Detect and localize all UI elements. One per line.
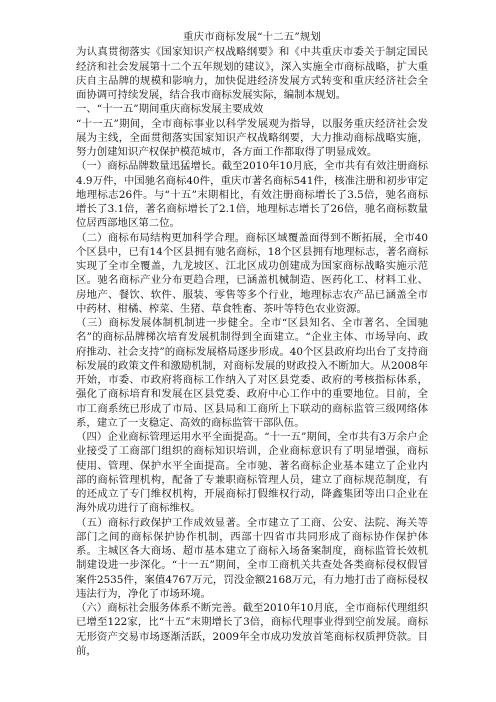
intro-paragraph: 为认真贯彻落实《国家知识产权战略纲要》和《中共重庆市委关于制定国民经济和社会发展第十二个五年规划的建议》，深入实施全市商标战略，扩大重庆自主品牌的规模和影响力，加快促进经济发展方式转变和重庆经济社会全面协调可持续发展，结合我市商标发展实际，编制本规划。 <box>76 46 428 101</box>
item-paragraph-1: （一）商标品牌数量迅猛增长。截至2010年10月底，全市共有有效注册商标4.9万件，中国驰名商标40件，重庆市著名商标541件，核准注册和初步审定地理标志26件。与“十五”末期相比，有效注册商标增长了3.5倍，驰名商标增长了3.1倍，著名商标增长了2.1倍，地理标志增长了26倍，驰名商标数量位居西部地区第二位。 <box>76 160 428 230</box>
document-page <box>76 30 428 658</box>
section-heading: 一、“十一五”期间重庆商标发展主要成效 <box>76 103 264 116</box>
item-paragraph-2: （二）商标布局结构更加科学合理。商标区域覆盖面得到不断拓展，全市40个区县中，已有14个区县拥有驰名商标，18个区县拥有地理标志，著名商标实现了全市全覆盖，九龙坡区、江北区成功创建成为国家商标战略实施示范区。驰名商标产业分布更趋合理，已涵盖机械制造、医药化工、材料工业、房地产、餐饮、软件、服装、零售等多个行业，地理标志农产品已涵盖全市中药材、柑橘、榨菜、生猪、草食牲畜、茶叶等特色农业资源。 <box>76 231 428 315</box>
summary-paragraph: “十一五”期间，全市商标事业以科学发展观为指导，以服务重庆经济社会发展为主线，全面贯彻落实国家知识产权战略纲要，大力推动商标战略实施，努力创建知识产权保护模范城市，各方面工作都取得了明显成效。 <box>76 117 428 158</box>
item-paragraph-6: （六）商标社会服务体系不断完善。截至2010年10月底，全市商标代理组织已增至122家，比“十五”末期增长了3倍，商标代理事业得到空前发展。商标无形资产交易市场逐渐活跃，2009年全市成功发放首笔商标权质押贷款。目前， <box>76 602 428 657</box>
item-paragraph-5: （五）商标行政保护工作成效显著。全市建立了工商、公安、法院、海关等部门之间的商标保护协作机制，西部十四省市共同形成了商标协作保护体系。主城区各大商场、超市基本建立了商标入场备案制度，商标监管长效机制建设进一步深化。“十一五”期间，全市工商机关共查处各类商标侵权假冒案件2535件，案值4767万元，罚没金额2168万元，有力地打击了商标侵权违法行为，净化了市场环境。 <box>76 516 428 600</box>
document-title: 重庆市商标发展“十二五”规划 <box>182 31 322 43</box>
item-paragraph-3: （三）商标发展体制机制进一步健全。全市“区县知名、全市著名、全国驰名”的商标品牌梯次培育发展机制得到全面建立。“企业主体、市场导向、政府推动、社会支持”的商标发展格局逐步形成。40个区县政府均出台了支持商标发展的政策文件和激励机制，对商标发展的财政投入不断加大。从2008年开始，市委、市政府将商标工作纳入了对区县党委、政府的考核指标体系，强化了商标培育和发展在区县党委、政府中心工作中的重要地位。目前，全市工商系统已形成了市局、区县局和工商所上下联动的商标监管三级网络体系，建立了一支稳定、高效的商标监管干部队伍。 <box>76 317 428 429</box>
item-paragraph-4: （四）企业商标管理运用水平全面提高。“十一五”期间，全市共有3万余户企业接受了工商部门组织的商标知识培训，企业商标意识有了明显增强，商标使用、管理、保护水平全面提高。全市驰、著名商标企业基本建立了企业内部的商标管理机构，配备了专兼职商标管理人员，建立了商标规范制度，有的还成立了专门维权机构，开展商标打假维权行动，降鑫集团等出口企业在海外成功进行了商标维权。 <box>76 431 428 515</box>
